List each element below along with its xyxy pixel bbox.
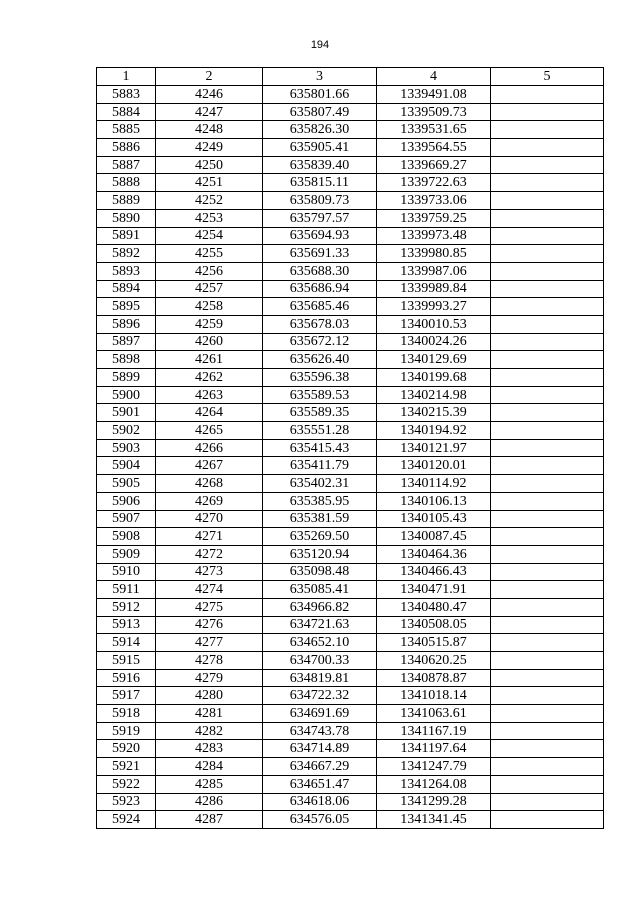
table-cell-col-4: 1341299.28 [377, 793, 491, 811]
table-cell-col-3: 635385.95 [263, 492, 377, 510]
table-cell-col-1: 5903 [97, 439, 156, 457]
table-cell-col-4: 1340508.05 [377, 616, 491, 634]
table-cell-col-5 [491, 369, 604, 387]
table-cell-col-4: 1340105.43 [377, 510, 491, 528]
table-row [97, 439, 604, 457]
column-header-1: 1 [97, 68, 156, 86]
table-cell-col-1: 5894 [97, 280, 156, 298]
table-cell-col-5 [491, 492, 604, 510]
table-row [97, 598, 604, 616]
table-cell-col-5 [491, 192, 604, 210]
table-cell-col-2: 4253 [156, 209, 263, 227]
table-cell-col-2: 4284 [156, 758, 263, 776]
table-cell-col-5 [491, 811, 604, 829]
table-cell-col-4: 1340199.68 [377, 369, 491, 387]
table-cell-col-3: 635120.94 [263, 545, 377, 563]
table-cell-col-1: 5921 [97, 758, 156, 776]
table-cell-col-1: 5914 [97, 634, 156, 652]
table-cell-col-3: 635839.40 [263, 156, 377, 174]
column-header-4: 4 [377, 68, 491, 86]
table-row [97, 457, 604, 475]
table-cell-col-3: 635688.30 [263, 262, 377, 280]
table-row [97, 103, 604, 121]
table-row [97, 298, 604, 316]
table-cell-col-5 [491, 86, 604, 104]
table-cell-col-2: 4261 [156, 351, 263, 369]
table-cell-col-5 [491, 652, 604, 670]
table-row [97, 404, 604, 422]
table-row [97, 280, 604, 298]
table-cell-col-2: 4275 [156, 598, 263, 616]
coordinates-table [96, 67, 604, 829]
table-cell-col-4: 1339564.55 [377, 139, 491, 157]
table-cell-col-1: 5919 [97, 722, 156, 740]
table-cell-col-2: 4264 [156, 404, 263, 422]
table-row [97, 722, 604, 740]
table-cell-col-5 [491, 669, 604, 687]
table-cell-col-1: 5920 [97, 740, 156, 758]
table-cell-col-3: 634966.82 [263, 598, 377, 616]
table-cell-col-2: 4272 [156, 545, 263, 563]
table-cell-col-1: 5898 [97, 351, 156, 369]
table-cell-col-3: 635589.35 [263, 404, 377, 422]
table-cell-col-5 [491, 510, 604, 528]
table-cell-col-5 [491, 598, 604, 616]
table-cell-col-3: 635381.59 [263, 510, 377, 528]
table-row [97, 369, 604, 387]
table-cell-col-3: 635551.28 [263, 422, 377, 440]
table-cell-col-4: 1339980.85 [377, 245, 491, 263]
table-cell-col-5 [491, 262, 604, 280]
table-cell-col-1: 5891 [97, 227, 156, 245]
table-cell-col-3: 635807.49 [263, 103, 377, 121]
table-cell-col-5 [491, 404, 604, 422]
table-cell-col-3: 634576.05 [263, 811, 377, 829]
table-cell-col-1: 5902 [97, 422, 156, 440]
table-row [97, 139, 604, 157]
table-cell-col-3: 634618.06 [263, 793, 377, 811]
table-cell-col-1: 5883 [97, 86, 156, 104]
table-cell-col-4: 1340010.53 [377, 315, 491, 333]
table-cell-col-2: 4274 [156, 581, 263, 599]
table-cell-col-4: 1341197.64 [377, 740, 491, 758]
table-cell-col-5 [491, 793, 604, 811]
table-cell-col-2: 4262 [156, 369, 263, 387]
table-cell-col-3: 635626.40 [263, 351, 377, 369]
table-cell-col-1: 5890 [97, 209, 156, 227]
table-cell-col-3: 635905.41 [263, 139, 377, 157]
table-cell-col-4: 1340515.87 [377, 634, 491, 652]
table-cell-col-4: 1340024.26 [377, 333, 491, 351]
table-cell-col-1: 5916 [97, 669, 156, 687]
table-cell-col-2: 4249 [156, 139, 263, 157]
table-cell-col-2: 4256 [156, 262, 263, 280]
table-cell-col-1: 5896 [97, 315, 156, 333]
table-cell-col-5 [491, 616, 604, 634]
table-cell-col-1: 5909 [97, 545, 156, 563]
table-cell-col-2: 4267 [156, 457, 263, 475]
table-cell-col-3: 635815.11 [263, 174, 377, 192]
table-cell-col-3: 634722.32 [263, 687, 377, 705]
table-cell-col-4: 1340087.45 [377, 528, 491, 546]
table-row [97, 687, 604, 705]
table-cell-col-1: 5917 [97, 687, 156, 705]
table-cell-col-4: 1339987.06 [377, 262, 491, 280]
table-cell-col-1: 5899 [97, 369, 156, 387]
table-row [97, 652, 604, 670]
table-cell-col-2: 4282 [156, 722, 263, 740]
table-cell-col-1: 5907 [97, 510, 156, 528]
table-cell-col-5 [491, 705, 604, 723]
table-cell-col-4: 1339733.06 [377, 192, 491, 210]
table-row [97, 386, 604, 404]
table-cell-col-2: 4283 [156, 740, 263, 758]
table-cell-col-4: 1340480.47 [377, 598, 491, 616]
table-cell-col-1: 5895 [97, 298, 156, 316]
table-cell-col-2: 4265 [156, 422, 263, 440]
table-cell-col-3: 635098.48 [263, 563, 377, 581]
table-cell-col-4: 1339722.63 [377, 174, 491, 192]
table-cell-col-5 [491, 209, 604, 227]
table-row [97, 351, 604, 369]
table-row [97, 156, 604, 174]
table-row [97, 492, 604, 510]
table-cell-col-5 [491, 121, 604, 139]
table-cell-col-5 [491, 475, 604, 493]
table-cell-col-1: 5911 [97, 581, 156, 599]
table-cell-col-3: 635415.43 [263, 439, 377, 457]
table-row [97, 528, 604, 546]
table-row [97, 758, 604, 776]
table-cell-col-1: 5922 [97, 775, 156, 793]
table-cell-col-1: 5901 [97, 404, 156, 422]
table-cell-col-3: 635691.33 [263, 245, 377, 263]
table-cell-col-4: 1340620.25 [377, 652, 491, 670]
table-cell-col-2: 4250 [156, 156, 263, 174]
table-cell-col-3: 635826.30 [263, 121, 377, 139]
table-cell-col-4: 1340129.69 [377, 351, 491, 369]
table-row [97, 563, 604, 581]
table-cell-col-5 [491, 174, 604, 192]
table-cell-col-3: 634667.29 [263, 758, 377, 776]
table-row [97, 174, 604, 192]
table-cell-col-4: 1339759.25 [377, 209, 491, 227]
table-cell-col-4: 1341264.08 [377, 775, 491, 793]
table-cell-col-2: 4287 [156, 811, 263, 829]
table-cell-col-1: 5915 [97, 652, 156, 670]
table-cell-col-3: 634651.47 [263, 775, 377, 793]
table-cell-col-5 [491, 775, 604, 793]
column-header-5: 5 [491, 68, 604, 86]
table-cell-col-5 [491, 563, 604, 581]
table-cell-col-2: 4254 [156, 227, 263, 245]
table-cell-col-4: 1341247.79 [377, 758, 491, 776]
table-cell-col-5 [491, 351, 604, 369]
table-row [97, 209, 604, 227]
table-cell-col-2: 4246 [156, 86, 263, 104]
table-row [97, 811, 604, 829]
table-cell-col-5 [491, 634, 604, 652]
table-cell-col-3: 635672.12 [263, 333, 377, 351]
table-cell-col-2: 4276 [156, 616, 263, 634]
table-cell-col-3: 635685.46 [263, 298, 377, 316]
table-cell-col-4: 1340114.92 [377, 475, 491, 493]
table-cell-col-2: 4251 [156, 174, 263, 192]
table-cell-col-3: 634700.33 [263, 652, 377, 670]
table-cell-col-4: 1340471.91 [377, 581, 491, 599]
table-cell-col-1: 5884 [97, 103, 156, 121]
table-cell-col-1: 5897 [97, 333, 156, 351]
table-cell-col-1: 5918 [97, 705, 156, 723]
column-header-2: 2 [156, 68, 263, 86]
table-cell-col-5 [491, 439, 604, 457]
table-row [97, 510, 604, 528]
table-cell-col-4: 1340466.43 [377, 563, 491, 581]
table-row [97, 581, 604, 599]
table-cell-col-2: 4268 [156, 475, 263, 493]
table-cell-col-5 [491, 422, 604, 440]
table-cell-col-2: 4252 [156, 192, 263, 210]
table-cell-col-5 [491, 386, 604, 404]
table-cell-col-3: 635809.73 [263, 192, 377, 210]
table-cell-col-2: 4285 [156, 775, 263, 793]
table-row [97, 121, 604, 139]
table-cell-col-3: 635085.41 [263, 581, 377, 599]
table-cell-col-5 [491, 333, 604, 351]
table-row [97, 475, 604, 493]
table-cell-col-2: 4258 [156, 298, 263, 316]
table-cell-col-5 [491, 156, 604, 174]
table-cell-col-1: 5887 [97, 156, 156, 174]
table-cell-col-1: 5905 [97, 475, 156, 493]
table-cell-col-3: 635797.57 [263, 209, 377, 227]
table-cell-col-2: 4257 [156, 280, 263, 298]
table-cell-col-4: 1340121.97 [377, 439, 491, 457]
table-cell-col-3: 635589.53 [263, 386, 377, 404]
table-cell-col-4: 1339509.73 [377, 103, 491, 121]
table-row [97, 192, 604, 210]
table-row [97, 740, 604, 758]
table-cell-col-4: 1339531.65 [377, 121, 491, 139]
table-cell-col-1: 5912 [97, 598, 156, 616]
table-row [97, 262, 604, 280]
table-row [97, 634, 604, 652]
table-cell-col-4: 1340215.39 [377, 404, 491, 422]
table-cell-col-5 [491, 722, 604, 740]
table-cell-col-3: 634714.89 [263, 740, 377, 758]
column-header-3: 3 [263, 68, 377, 86]
table-cell-col-4: 1341063.61 [377, 705, 491, 723]
table-cell-col-5 [491, 457, 604, 475]
table-cell-col-4: 1340214.98 [377, 386, 491, 404]
table-cell-col-2: 4259 [156, 315, 263, 333]
table-cell-col-3: 635801.66 [263, 86, 377, 104]
table-cell-col-2: 4266 [156, 439, 263, 457]
table-row [97, 245, 604, 263]
table-cell-col-2: 4269 [156, 492, 263, 510]
table-cell-col-4: 1339973.48 [377, 227, 491, 245]
table-cell-col-3: 635402.31 [263, 475, 377, 493]
table-cell-col-5 [491, 758, 604, 776]
table-row [97, 422, 604, 440]
table-cell-col-3: 634819.81 [263, 669, 377, 687]
table-cell-col-3: 634691.69 [263, 705, 377, 723]
table-cell-col-2: 4248 [156, 121, 263, 139]
table-cell-col-5 [491, 280, 604, 298]
table-cell-col-5 [491, 740, 604, 758]
table-cell-col-5 [491, 315, 604, 333]
table-row [97, 315, 604, 333]
table-cell-col-1: 5906 [97, 492, 156, 510]
table-cell-col-5 [491, 139, 604, 157]
table-row [97, 616, 604, 634]
table-cell-col-5 [491, 245, 604, 263]
page-number: 194 [310, 39, 330, 51]
table-cell-col-2: 4278 [156, 652, 263, 670]
table-cell-col-1: 5892 [97, 245, 156, 263]
table-cell-col-5 [491, 581, 604, 599]
table-row [97, 86, 604, 104]
table-cell-col-3: 634652.10 [263, 634, 377, 652]
table-row [97, 227, 604, 245]
table-cell-col-1: 5904 [97, 457, 156, 475]
table-cell-col-1: 5923 [97, 793, 156, 811]
table-cell-col-1: 5910 [97, 563, 156, 581]
table-cell-col-4: 1340464.36 [377, 545, 491, 563]
table-cell-col-4: 1341018.14 [377, 687, 491, 705]
table-cell-col-5 [491, 227, 604, 245]
table-row [97, 669, 604, 687]
table-cell-col-2: 4270 [156, 510, 263, 528]
table-cell-col-3: 635269.50 [263, 528, 377, 546]
table-row [97, 545, 604, 563]
table-cell-col-4: 1340106.13 [377, 492, 491, 510]
table-row [97, 775, 604, 793]
table-cell-col-1: 5886 [97, 139, 156, 157]
table-cell-col-1: 5888 [97, 174, 156, 192]
table-cell-col-2: 4286 [156, 793, 263, 811]
table-cell-col-1: 5893 [97, 262, 156, 280]
table-cell-col-4: 1339989.84 [377, 280, 491, 298]
table-cell-col-2: 4263 [156, 386, 263, 404]
table-cell-col-4: 1339993.27 [377, 298, 491, 316]
table-row [97, 705, 604, 723]
table-cell-col-2: 4255 [156, 245, 263, 263]
table-cell-col-3: 635686.94 [263, 280, 377, 298]
table-cell-col-5 [491, 298, 604, 316]
table-cell-col-2: 4273 [156, 563, 263, 581]
table-cell-col-2: 4271 [156, 528, 263, 546]
table-cell-col-3: 635694.93 [263, 227, 377, 245]
table-cell-col-3: 634743.78 [263, 722, 377, 740]
table-cell-col-3: 635678.03 [263, 315, 377, 333]
table-row [97, 333, 604, 351]
table-cell-col-2: 4279 [156, 669, 263, 687]
table-cell-col-2: 4281 [156, 705, 263, 723]
table-cell-col-5 [491, 528, 604, 546]
table-cell-col-4: 1340194.92 [377, 422, 491, 440]
table-cell-col-4: 1341341.45 [377, 811, 491, 829]
table-cell-col-1: 5885 [97, 121, 156, 139]
table-cell-col-2: 4247 [156, 103, 263, 121]
table-cell-col-2: 4277 [156, 634, 263, 652]
table-cell-col-3: 635411.79 [263, 457, 377, 475]
table-cell-col-5 [491, 103, 604, 121]
table-cell-col-2: 4260 [156, 333, 263, 351]
table-cell-col-1: 5924 [97, 811, 156, 829]
table-cell-col-4: 1340878.87 [377, 669, 491, 687]
table-header-row [97, 68, 604, 86]
table-cell-col-1: 5900 [97, 386, 156, 404]
table-cell-col-1: 5889 [97, 192, 156, 210]
table-cell-col-1: 5913 [97, 616, 156, 634]
table-row [97, 793, 604, 811]
table-body [97, 86, 604, 829]
table-cell-col-5 [491, 687, 604, 705]
table-cell-col-3: 634721.63 [263, 616, 377, 634]
table-cell-col-2: 4280 [156, 687, 263, 705]
table-cell-col-4: 1339491.08 [377, 86, 491, 104]
table-cell-col-4: 1341167.19 [377, 722, 491, 740]
table-cell-col-5 [491, 545, 604, 563]
table-cell-col-4: 1340120.01 [377, 457, 491, 475]
table-cell-col-4: 1339669.27 [377, 156, 491, 174]
table-cell-col-1: 5908 [97, 528, 156, 546]
table-cell-col-3: 635596.38 [263, 369, 377, 387]
